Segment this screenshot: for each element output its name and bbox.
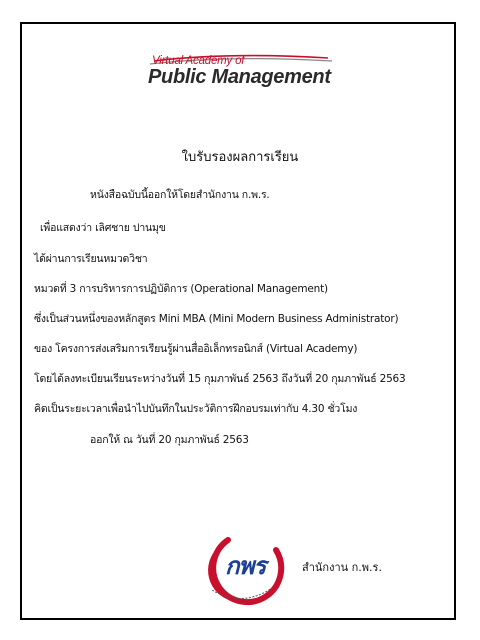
certificate-title: ใบรับรองผลการเรียน (181, 150, 299, 165)
module-line: หมวดที่ 3 การบริหารการปฏิบัติการ (Operational Management) (34, 283, 328, 295)
passed-line: ได้ผ่านการเรียนหมวดวิชา (34, 253, 148, 265)
seal-text: กพร (225, 553, 266, 580)
hours-line: คิดเป็นระยะเวลาเพื่อนำไปบันทึกในประวัติการฝึกอบรมเท่ากับ 4.30 ชั่วโมง (34, 403, 358, 415)
course-line: ซึ่งเป็นส่วนหนึ่งของหลักสูตร Mini MBA (Mini Modern Business Administrator) (34, 313, 399, 325)
period-line: โดยได้ลงทะเบียนเรียนระหว่างวันที่ 15 กุมภาพันธ์ 2563 ถึงวันที่ 20 กุมภาพันธ์ 2563 (34, 373, 406, 385)
recipient-line: เพื่อแสดงว่า เลิศชาย ปานมุข (40, 222, 166, 234)
office-name: สำนักงาน ก.พ.ร. (302, 561, 382, 574)
issuer-line: หนังสือฉบับนี้ออกให้โดยสำนักงาน ก.พ.ร. (90, 189, 270, 201)
logo-line1: Virtual Academy of (152, 55, 245, 67)
logo-line2: Public Management (148, 66, 331, 88)
program-line: ของ โครงการส่งเสริมการเรียนรู้ผ่านสื่ออิเล็กทรอนิกส์ (Virtual Academy) (34, 343, 358, 355)
vapm-logo (128, 52, 342, 116)
issue-date-line: ออกให้ ณ วันที่ 20 กุมภาพันธ์ 2563 (90, 434, 249, 446)
